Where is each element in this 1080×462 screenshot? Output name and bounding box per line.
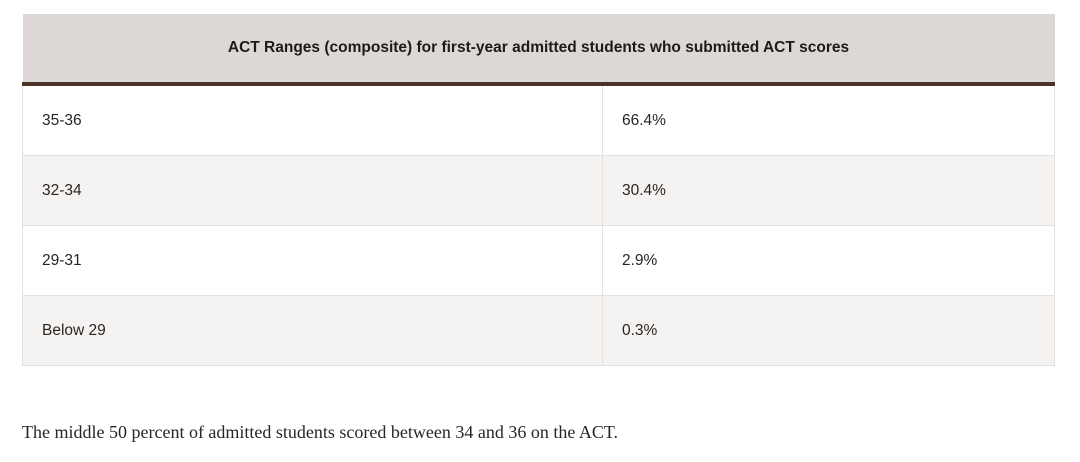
score-range-cell: 32-34 [23,156,603,226]
percent-cell: 2.9% [603,226,1055,296]
table-header: ACT Ranges (composite) for first-year admitted students who submitted ACT scores [23,14,1055,84]
score-range-cell: 29-31 [23,226,603,296]
table-row [23,296,1055,366]
table-header-row [23,14,1055,84]
percent-cell: 0.3% [603,296,1055,366]
score-range-cell: 35-36 [23,84,603,156]
table-row [23,156,1055,226]
middle-50-note: The middle 50 percent of admitted students scored between 34 and 36 on the ACT. [22,422,619,442]
percent-cell: 30.4% [603,156,1055,226]
percent-cell: 66.4% [603,84,1055,156]
table-row [23,226,1055,296]
act-ranges-table [22,14,1055,366]
score-range-cell: Below 29 [23,296,603,366]
act-ranges-table-wrapper [22,14,1054,366]
table-row [23,84,1055,156]
